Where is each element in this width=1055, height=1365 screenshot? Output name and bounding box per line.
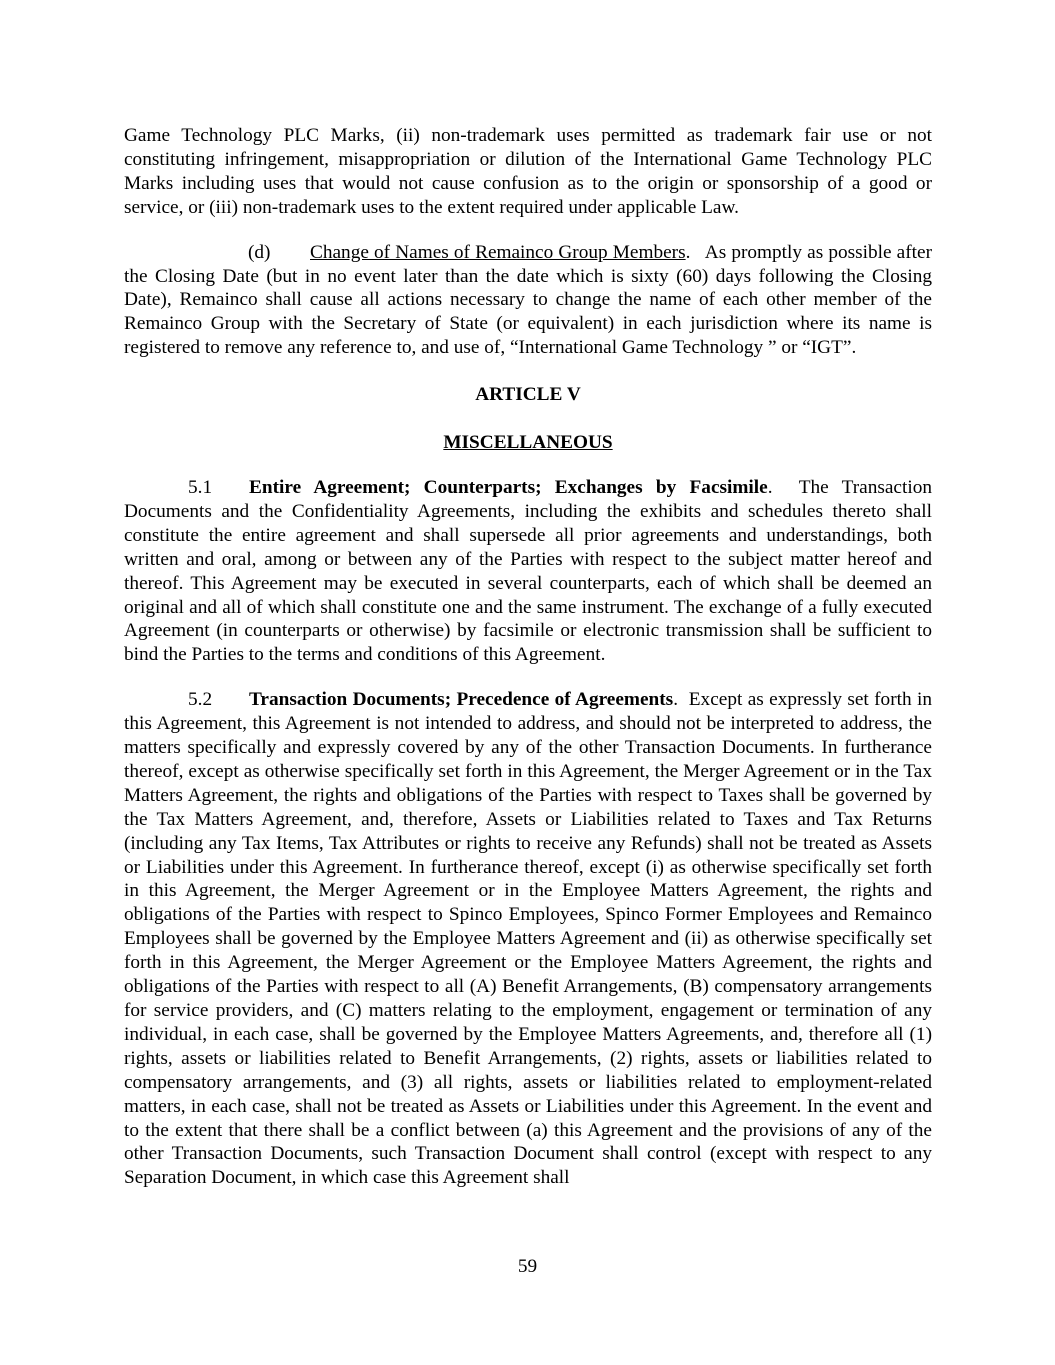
page-number: 59 (517, 1256, 538, 1277)
section-5-1-title: Entire Agreement; Counterparts; Exchanges by Facsimile (249, 476, 768, 498)
section-5-1-paragraph (124, 476, 932, 667)
section-5-1-body: The Transaction Documents and the Confidentiality Agreements, including the exhibits and schedules thereto shall constitute the entire agreement and shall supersede all prior agreements and understandings, both written and oral, among or between any of the Parties with respect to the subject matter hereof and thereof. This Agreement may be executed in several counterparts, each of which shall be deemed an original and all of which shall constitute one and the same instrument. The exchange of a fully executed Agreement (in counterparts or otherwise) by facsimile or electronic transmission shall be sufficient to bind the Parties to the terms and conditions of this Agreement. (124, 476, 932, 666)
article-title: MISCELLANEOUS (443, 432, 613, 454)
section-5-2-paragraph (124, 688, 932, 1190)
article-heading: ARTICLE V (475, 384, 581, 406)
section-5-2-body: Except as expressly set forth in this Agreement, this Agreement is not intended to address, and should not be interpreted to address, the matters specifically and expressly covered by any of the other Transaction Documents. In furtherance thereof, except as otherwise specifically set forth in this Agreement, the Merger Agreement or in the Tax Matters Agreement, the rights and obligations of the Parties with respect to Taxes shall be governed by the Tax Matters Agreement, and, therefore, Assets or Liabilities related to Taxes and Tax Returns (including any Tax Items, Tax Attributes or rights to receive any Refunds) shall not be treated as Assets or Liabilities under this Agreement. In furtherance thereof, except (i) as otherwise specifically set forth in this Agreement, the Merger Agreement or in the Employee Matters Agreement, the rights and obligations of the Parties with respect to Spinco Employees, Spinco Former Employees and Remainco Employees shall be governed by the Employee Matters Agreement and (ii) as otherwise specifically set forth in this Agreement, the Merger Agreement or the Employee Matters Agreement, the rights and obligations of the Parties with respect to all (A) Benefit Arrangements, (B) compensatory arrangements for service providers, and (C) matters relating to the employment, engagement or termination of any individual, in each case, shall be governed by the Employee Matters Agreements, and, therefore all (1) rights, assets or liabilities related to Benefit Arrangements, (2) rights, assets or liabilities related to compensatory arrangements, and (3) all rights, assets or liabilities related to employment-related matters, in each case, shall not be treated as Assets or Liabilities under this Agreement. In the event and to the extent that there shall be a conflict between (a) this Agreement and the provisions of any of the other Transaction Documents, such Transaction Document shall control (except with respect to any Separation Document, in which case this Agreement shall (124, 689, 932, 1189)
section-d-body: As promptly as possible after the Closing Date (but in no event later than the date which is sixty (60) days following the Closing Date), Remainco shall cause all actions necessary to change the name of each other member of the Remainco Group with the Secretary of State (or equivalent) in each jurisdiction where its name is registered to remove any reference to, and use of, “International Game Technology ” or “IGT”. (124, 241, 932, 359)
section-d-number: (d) (248, 241, 271, 263)
section-5-2-number: 5.2 (188, 689, 213, 711)
section-d-title-punct: . (685, 241, 691, 263)
section-5-2-title: Transaction Documents; Precedence of Agreements (249, 689, 674, 711)
section-d-paragraph (124, 241, 932, 361)
document-page (124, 124, 932, 1190)
section-5-2-title-punct: . (673, 689, 679, 711)
section-5-1-number: 5.1 (188, 476, 213, 498)
continued-paragraph: Game Technology PLC Marks, (ii) non-trademark uses permitted as trademark fair use or not constituting infringement, misappropriation or dilution of the International Game Technology PLC Marks including uses that would not cause confusion as to the origin or sponsorship of a good or service, or (iii) non-trademark uses to the extent required under applicable Law. (124, 125, 932, 218)
section-5-1-title-punct: . (767, 476, 773, 498)
section-d-title: Change of Names of Remainco Group Members (310, 241, 686, 263)
